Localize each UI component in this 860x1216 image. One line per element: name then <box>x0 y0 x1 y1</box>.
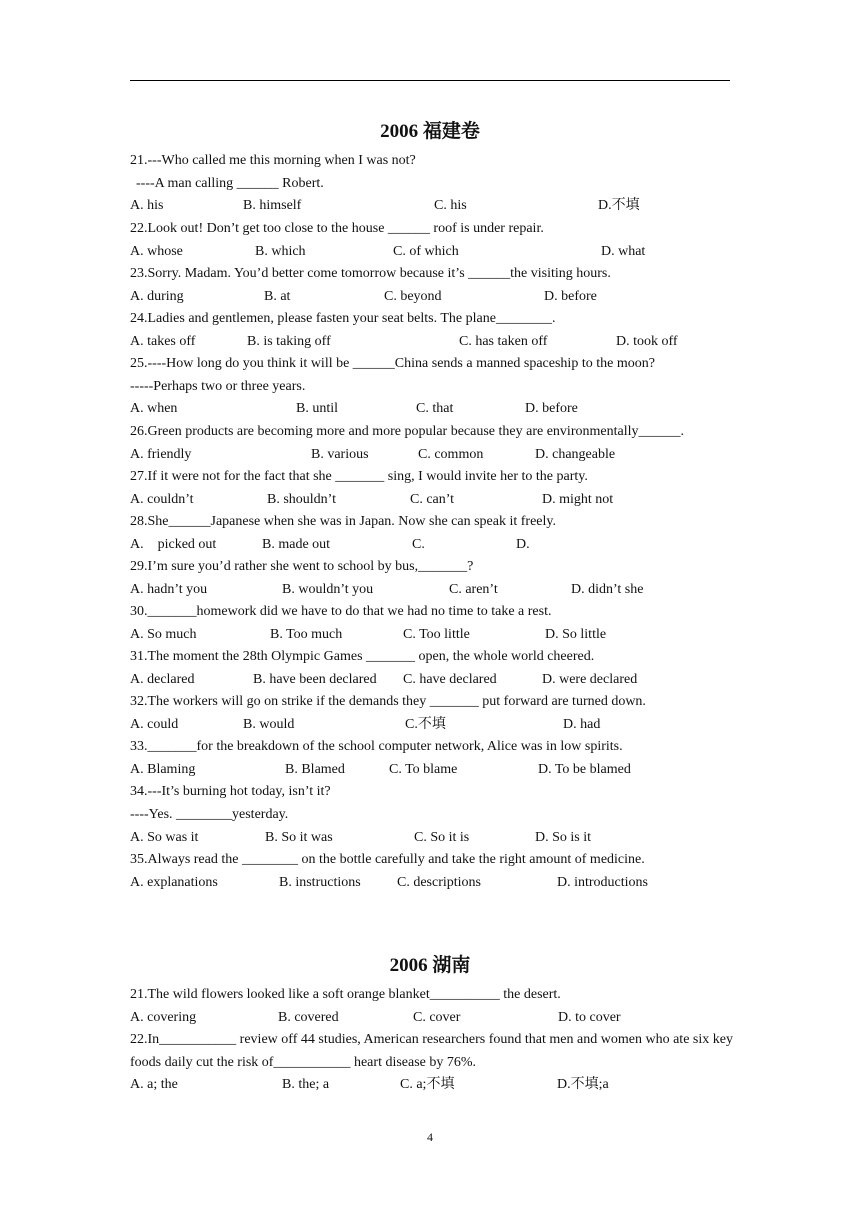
question-23-stem: 23.Sorry. Madam. You’d better come tomorrow because it’s ______the visiting hours. <box>130 266 611 281</box>
option-b: B. himself <box>243 198 302 213</box>
option-c: C. his <box>434 198 467 213</box>
option-b: B. would <box>243 717 295 732</box>
question-31-stem: 31.The moment the 28th Olympic Games _______ open, the whole world cheered. <box>130 649 595 664</box>
question-25-stem: 25.----How long do you think it will be ______China sends a manned spaceship to the moon? <box>130 356 655 371</box>
page-number: 4 <box>427 1130 433 1144</box>
option-a: A. Blaming <box>130 762 196 777</box>
option-d: D. So is it <box>535 830 592 845</box>
question-25-reply: -----Perhaps two or three years. <box>130 379 306 394</box>
option-d: D. introductions <box>557 875 648 890</box>
question-30-stem: 30._______homework did we have to do that we had no time to take a rest. <box>130 604 552 619</box>
option-d: D. might not <box>542 492 614 507</box>
option-c: C. So it is <box>414 830 470 845</box>
option-a: A. hadn’t you <box>130 582 208 597</box>
option-c: C. have declared <box>403 672 497 687</box>
option-c: C. beyond <box>384 289 442 304</box>
section-title-fujian: 2006 福建卷 <box>380 121 480 142</box>
option-b: B. have been declared <box>253 672 377 687</box>
option-d: D.不填;a <box>557 1077 609 1092</box>
option-c: C. can’t <box>410 492 455 507</box>
question-32-stem: 32.The workers will go on strike if the demands they _______ put forward are turned down. <box>130 694 646 709</box>
option-a: A. declared <box>130 672 195 687</box>
option-a: A. So was it <box>130 830 199 845</box>
option-b: B. is taking off <box>247 334 331 349</box>
option-d: D. before <box>525 401 578 416</box>
option-d: D. what <box>601 244 646 259</box>
option-c: C. To blame <box>389 762 458 777</box>
option-c: C. <box>412 537 425 552</box>
option-a: A. his <box>130 198 164 213</box>
option-a: A. a; the <box>130 1077 178 1092</box>
option-c: C. descriptions <box>397 875 481 890</box>
option-d: D. To be blamed <box>538 762 631 777</box>
option-d: D.不填 <box>598 198 640 213</box>
option-a: A. when <box>130 401 178 416</box>
option-a: A. So much <box>130 627 197 642</box>
option-c: C. has taken off <box>459 334 548 349</box>
option-c: C. of which <box>393 244 459 259</box>
question-21-stem: 21.---Who called me this morning when I was not? <box>130 153 416 168</box>
hunan-question-21-stem: 21.The wild flowers looked like a soft orange blanket__________ the desert. <box>130 987 561 1002</box>
question-34-reply: ----Yes. ________yesterday. <box>130 807 289 822</box>
option-a: A. picked out <box>130 537 217 552</box>
question-21-reply: ----A man calling ______ Robert. <box>136 176 324 191</box>
question-24-stem: 24.Ladies and gentlemen, please fasten your seat belts. The plane________. <box>130 311 556 326</box>
option-a: A. whose <box>130 244 183 259</box>
option-a: A. could <box>130 717 179 732</box>
option-c: C. common <box>418 447 484 462</box>
option-b: B. wouldn’t you <box>282 582 374 597</box>
option-a: A. covering <box>130 1010 197 1025</box>
option-a: A. explanations <box>130 875 218 890</box>
option-d: D. took off <box>616 334 678 349</box>
option-a: A. friendly <box>130 447 192 462</box>
option-a: A. couldn’t <box>130 492 194 507</box>
option-d: D. changeable <box>535 447 616 462</box>
option-b: B. the; a <box>282 1077 330 1092</box>
question-35-stem: 35.Always read the ________ on the bottle carefully and take the right amount of medicine. <box>130 852 645 867</box>
option-c: C. that <box>416 401 454 416</box>
question-33-stem: 33._______for the breakdown of the school computer network, Alice was in low spirits. <box>130 739 623 754</box>
option-c: C. a;不填 <box>400 1077 455 1092</box>
question-29-stem: 29.I’m sure you’d rather she went to school by bus,_______? <box>130 559 474 574</box>
question-22-stem: 22.Look out! Don’t get too close to the house ______ roof is under repair. <box>130 221 544 236</box>
option-b: B. So it was <box>265 830 333 845</box>
option-d: D. didn’t she <box>571 582 644 597</box>
option-d: D. were declared <box>542 672 638 687</box>
option-d: D. to cover <box>558 1010 621 1025</box>
question-28-stem: 28.She______Japanese when she was in Japan. Now she can speak it freely. <box>130 514 556 529</box>
question-34-stem: 34.---It’s burning hot today, isn’t it? <box>130 784 331 799</box>
option-c: C.不填 <box>405 717 446 732</box>
option-b: B. made out <box>262 537 331 552</box>
option-d: D. So little <box>545 627 607 642</box>
hunan-question-22-stem: 22.In___________ review off 44 studies, American researchers found that men and women who ate six key foods daily cut the risk of___________ heart disease by 76%. <box>130 1032 733 1070</box>
question-27-stem: 27.If it were not for the fact that she _______ sing, I would invite her to the party. <box>130 469 588 484</box>
option-b: B. which <box>255 244 306 259</box>
option-d: D. before <box>544 289 597 304</box>
option-c: C. aren’t <box>449 582 498 597</box>
question-26-stem: 26.Green products are becoming more and more popular because they are environmentally______. <box>130 424 684 439</box>
option-d: D. <box>516 537 530 552</box>
section-title-hunan: 2006 湖南 <box>389 955 471 976</box>
option-b: B. shouldn’t <box>267 492 336 507</box>
option-b: B. until <box>296 401 339 416</box>
option-c: C. Too little <box>403 627 470 642</box>
option-b: B. various <box>311 447 369 462</box>
option-c: C. cover <box>413 1010 461 1025</box>
option-a: A. during <box>130 289 184 304</box>
header-rule <box>130 80 730 81</box>
option-d: D. had <box>563 717 601 732</box>
option-b: B. at <box>264 289 291 304</box>
option-b: B. Blamed <box>285 762 345 777</box>
option-b: B. Too much <box>270 627 343 642</box>
option-b: B. instructions <box>279 875 361 890</box>
option-a: A. takes off <box>130 334 196 349</box>
option-b: B. covered <box>278 1010 339 1025</box>
